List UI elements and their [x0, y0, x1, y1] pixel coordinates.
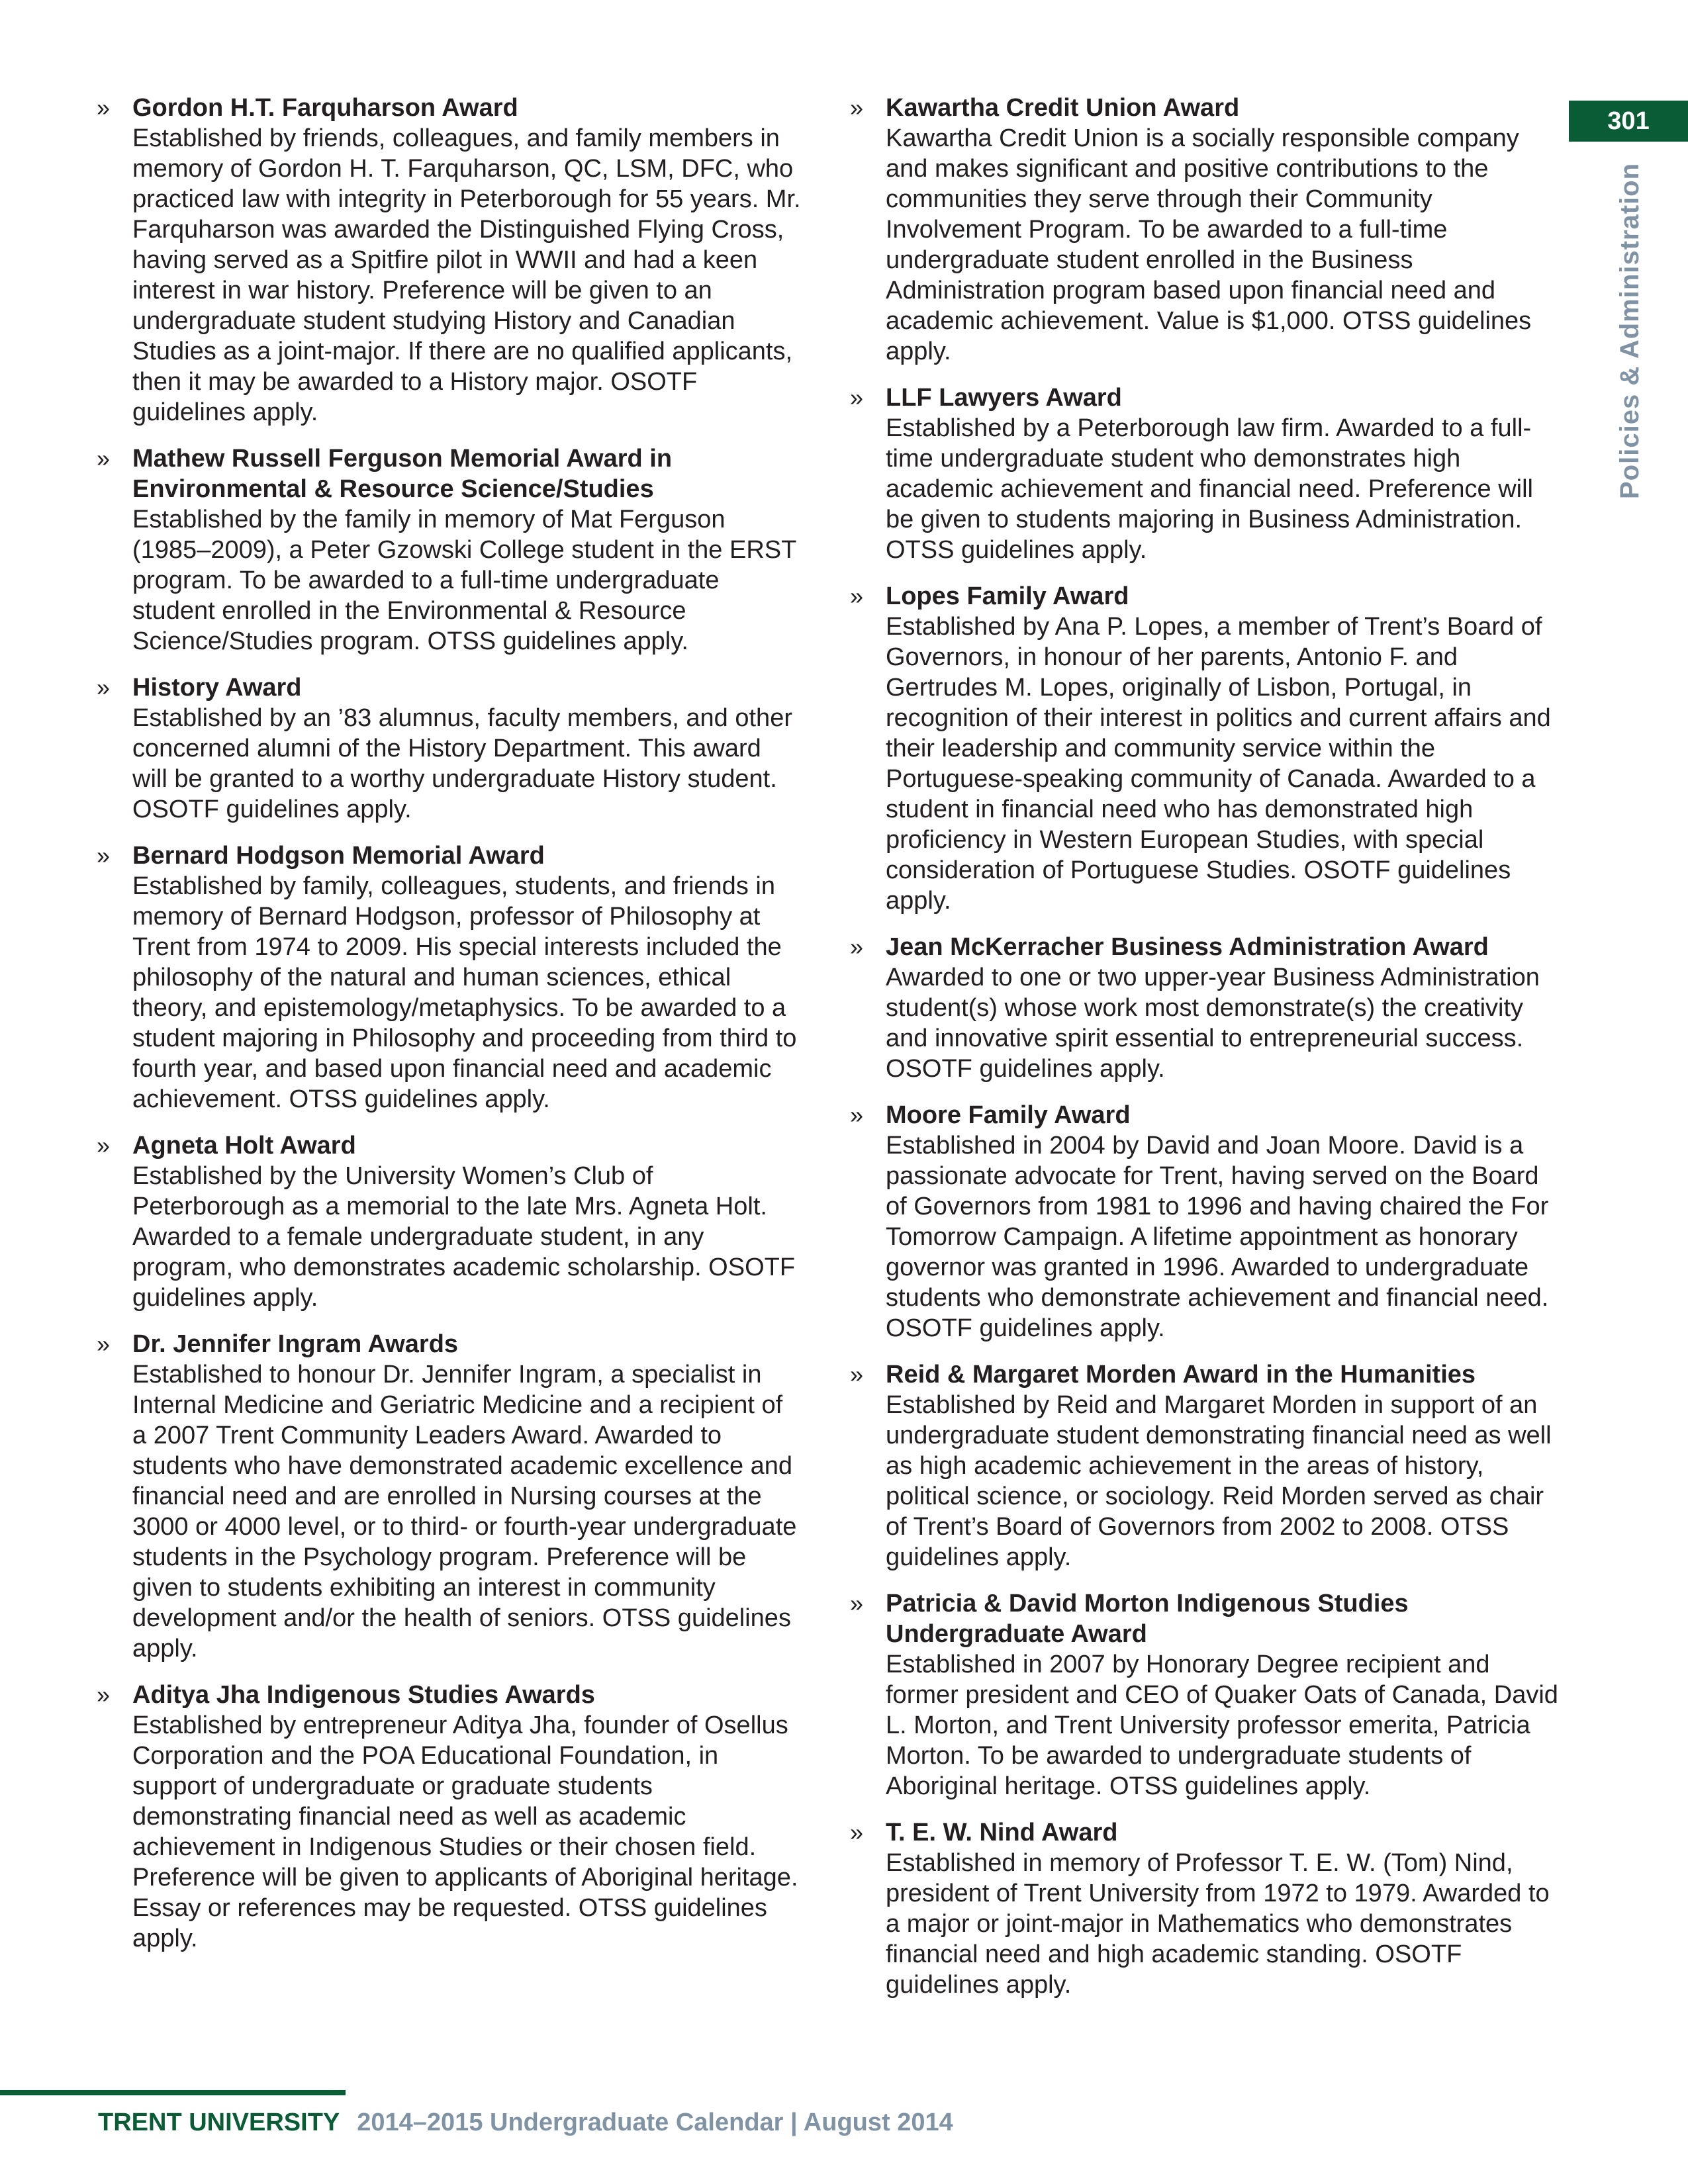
award-description: Established by entrepreneur Aditya Jha, founder of Osellus Corporation and the POA Educational Foundation, in support of undergraduate or graduate students demonstrating financial need as well as academic achievement in Indigenous Studies or their chosen field. Preference will be given to applicants of Aboriginal heritage. Essay or references may be requested. OTSS guidelines apply. [132, 1711, 798, 1952]
award-title: Dr. Jennifer Ingram Awards [132, 1330, 459, 1358]
award-description: Kawartha Credit Union is a socially responsible company and makes significant and positive contributions to the communities they serve through their Community Involvement Program. To be awarded to a full-time undergraduate student enrolled in the Business Administration program based upon financial need and academic achievement. Value is $1,000. OTSS guidelines apply. [886, 124, 1532, 365]
award-entry [846, 1359, 1561, 1572]
award-entry [93, 672, 801, 825]
award-entry [93, 1130, 801, 1313]
award-entry [846, 581, 1561, 916]
bullet-icon: » [850, 1361, 864, 1388]
bullet-icon: » [850, 94, 864, 121]
award-entry [93, 1329, 801, 1664]
award-entry [846, 932, 1561, 1084]
bullet-icon: » [850, 384, 864, 411]
award-title: Kawartha Credit Union Award [886, 94, 1240, 122]
award-title: Mathew Russell Ferguson Memorial Award in Environmental & Resource Science/Studies [132, 445, 673, 503]
award-description: Established by the family in memory of Mat Ferguson (1985–2009), a Peter Gzowski College student in the ERST program. To be awarded to a full-time undergraduate student enrolled in the Environmental & Resource Science/Studies program. OTSS guidelines apply. [132, 506, 796, 655]
bullet-icon: » [97, 842, 111, 869]
bullet-icon: » [850, 1101, 864, 1128]
award-description: Established by friends, colleagues, and family members in memory of Gordon H. T. Farquharson, QC, LSM, DFC, who practiced law with integrity in Peterborough for 55 years. Mr. Farquharson was awarded the Distinguished Flying Cross, having served as a Spitfire pilot in WWII and had a keen interest in war history. Preference will be given to an undergraduate student studying History and Canadian Studies as a joint-major. If there are no qualified applicants, then it may be awarded to a History major. OSOTF guidelines apply. [132, 124, 801, 426]
page-number: 301 [1569, 101, 1688, 142]
award-entry [93, 93, 801, 428]
award-title: Jean McKerracher Business Administration Award [886, 933, 1489, 961]
award-title: Agneta Holt Award [132, 1132, 356, 1160]
bullet-icon: » [97, 445, 111, 472]
bullet-icon: » [850, 1590, 864, 1617]
award-description: Established in 2007 by Honorary Degree recipient and former president and CEO of Quaker Oats of Canada, David L. Morton, and Trent University professor emerita, Patricia Morton. To be awarded to undergraduate students of Aboriginal heritage. OTSS guidelines apply. [886, 1651, 1558, 1800]
award-description: Established in memory of Professor T. E. W. (Tom) Nind, president of Trent University from 1972 to 1979. Awarded to a major or joint-major in Mathematics who demonstrates financial need and high academic standing. OSOTF guidelines apply. [886, 1849, 1550, 1999]
bullet-icon: » [97, 1132, 111, 1159]
award-description: Established to honour Dr. Jennifer Ingram, a specialist in Internal Medicine and Geriatric Medicine and a recipient of a 2007 Trent Community Leaders Award. Awarded to students who have demonstrated academic excellence and financial need and are enrolled in Nursing courses at the 3000 or 4000 level, or to third- or fourth-year undergraduate students in the Psychology program. Preference will be given to students exhibiting an interest in community development and/or the health of seniors. OTSS guidelines apply. [132, 1361, 797, 1662]
award-entry [846, 93, 1561, 367]
right-column [846, 93, 1561, 2016]
award-description: Established by a Peterborough law firm. Awarded to a full-time undergraduate student who demonstrates high academic achievement and financial need. Preference will be given to students majoring in Business Administration. OTSS guidelines apply. [886, 414, 1533, 564]
award-title: T. E. W. Nind Award [886, 1819, 1118, 1846]
footer-calendar: 2014–2015 Undergraduate Calendar | August 2014 [357, 2109, 953, 2136]
award-title: Bernard Hodgson Memorial Award [132, 842, 545, 870]
award-title: Lopes Family Award [886, 582, 1129, 610]
award-description: Established by Ana P. Lopes, a member of Trent’s Board of Governors, in honour of her parents, Antonio F. and Gertrudes M. Lopes, originally of Lisbon, Portugal, in recognition of their interest in politics and current affairs and their leadership and community service within the Portuguese-speaking community of Canada. Awarded to a student in financial need who has demonstrated high proficiency in Western European Studies, with special consideration of Portuguese Studies. OSOTF guidelines apply. [886, 613, 1551, 915]
award-title: Patricia & David Morton Indigenous Studies Undergraduate Award [886, 1590, 1409, 1648]
footer-university: TRENT UNIVERSITY [98, 2109, 340, 2136]
award-entry [846, 383, 1561, 565]
footer-rule [0, 2090, 346, 2095]
award-title: Gordon H.T. Farquharson Award [132, 94, 518, 122]
award-title: Aditya Jha Indigenous Studies Awards [132, 1681, 595, 1709]
bullet-icon: » [97, 674, 111, 701]
award-entry [846, 1817, 1561, 2000]
bullet-icon: » [97, 1330, 111, 1357]
award-entry [93, 443, 801, 657]
award-title: LLF Lawyers Award [886, 384, 1122, 412]
award-entry [846, 1588, 1561, 1801]
bullet-icon: » [97, 94, 111, 121]
award-description: Awarded to one or two upper-year Business Administration student(s) whose work most demonstrate(s) the creativity and innovative spirit essential to entrepreneurial success. OSOTF guidelines apply. [886, 964, 1540, 1083]
award-entry [93, 1680, 801, 1954]
award-description: Established by family, colleagues, students, and friends in memory of Bernard Hodgson, professor of Philosophy at Trent from 1974 to 2009. His special interests included the philosophy of the natural and human sciences, ethical theory, and epistemology/metaphysics. To be awarded to a student majoring in Philosophy and proceeding from third to fourth year, and based upon financial need and academic achievement. OTSS guidelines apply. [132, 872, 797, 1113]
award-title: History Award [132, 674, 302, 702]
bullet-icon: » [850, 1819, 864, 1846]
award-entry [846, 1100, 1561, 1343]
footer [98, 2109, 953, 2137]
bullet-icon: » [850, 933, 864, 960]
award-title: Moore Family Award [886, 1101, 1131, 1129]
award-entry [93, 841, 801, 1115]
award-description: Established by the University Women’s Club of Peterborough as a memorial to the late Mrs. Agneta Holt. Awarded to a female undergraduate student, in any program, who demonstrates academic scholarship. OSOTF guidelines apply. [132, 1162, 796, 1312]
left-column [93, 93, 801, 1970]
award-description: Established by an ’83 alumnus, faculty members, and other concerned alumni of the History Department. This award will be granted to a worthy undergraduate History student. OSOTF guidelines apply. [132, 704, 792, 823]
award-title: Reid & Margaret Morden Award in the Humanities [886, 1361, 1476, 1388]
award-description: Established in 2004 by David and Joan Moore. David is a passionate advocate for Trent, having served on the Board of Governors from 1981 to 1996 and having chaired the For Tomorrow Campaign. A lifetime appointment as honorary governor was granted in 1996. Awarded to undergraduate students who demonstrate achievement and financial need. OSOTF guidelines apply. [886, 1132, 1549, 1342]
bullet-icon: » [850, 582, 864, 610]
section-label: Policies & Administration [1615, 162, 1644, 499]
bullet-icon: » [97, 1681, 111, 1708]
award-description: Established by Reid and Margaret Morden in support of an undergraduate student demonstrating financial need as well as high academic achievement in the areas of history, political science, or sociology. Reid Morden served as chair of Trent’s Board of Governors from 2002 to 2008. OTSS guidelines apply. [886, 1391, 1552, 1571]
